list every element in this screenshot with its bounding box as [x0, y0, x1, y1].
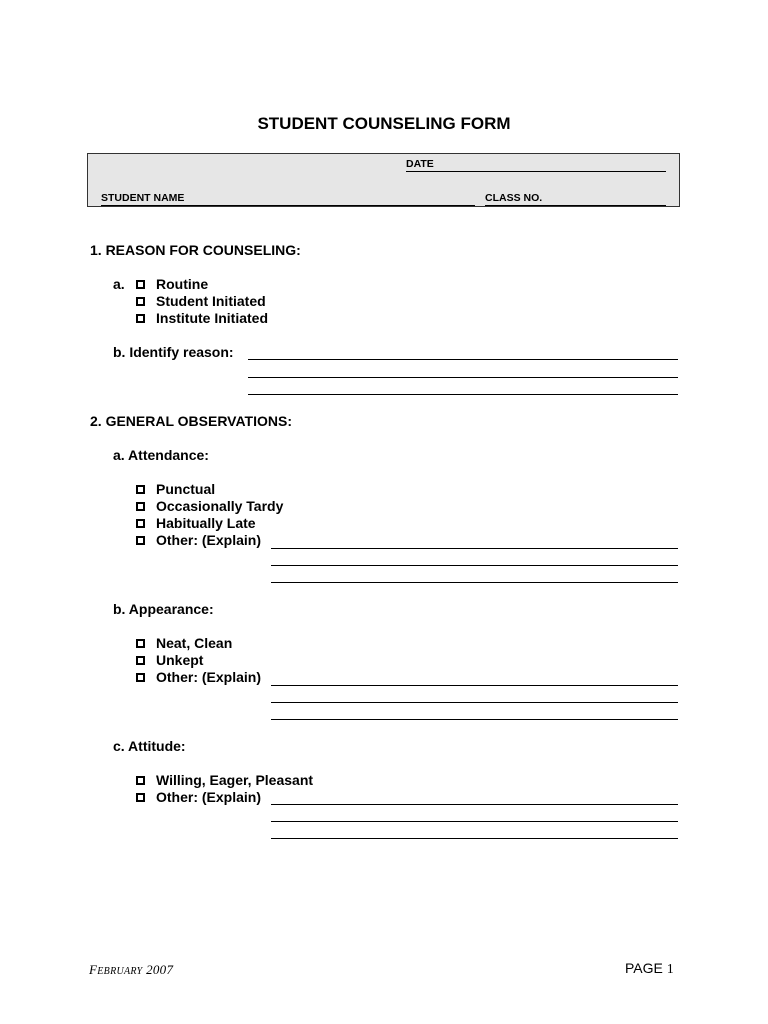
identify-reason-line-1[interactable] [248, 359, 678, 360]
checkbox-appearance-other[interactable] [136, 669, 261, 685]
appearance-label: b. Appearance: [113, 601, 214, 617]
option-label: Student Initiated [156, 293, 266, 309]
checkbox-attendance-other[interactable] [136, 532, 261, 548]
appearance-explain-line-2[interactable] [271, 702, 678, 703]
checkbox-icon[interactable] [136, 793, 145, 802]
option-label: Other: (Explain) [156, 669, 262, 685]
checkbox-icon[interactable] [136, 314, 145, 323]
checkbox-icon[interactable] [136, 297, 145, 306]
option-label: Neat, Clean [156, 635, 233, 651]
checkbox-icon[interactable] [136, 519, 145, 528]
option-label: Punctual [156, 481, 216, 497]
checkbox-habitually-late[interactable] [136, 515, 256, 531]
checkbox-student-initiated[interactable] [136, 293, 266, 309]
class-no-label: CLASS NO. [485, 192, 543, 204]
checkbox-icon[interactable] [136, 639, 145, 648]
attendance-explain-line-3[interactable] [271, 582, 678, 583]
attitude-label: c. Attitude: [113, 738, 186, 754]
checkbox-icon[interactable] [136, 656, 145, 665]
option-label: Other: (Explain) [156, 532, 262, 548]
checkbox-occasionally-tardy[interactable] [136, 498, 283, 514]
date-label: DATE [406, 158, 434, 170]
option-label: Routine [156, 276, 209, 292]
section-observations-heading: 2. GENERAL OBSERVATIONS: [90, 413, 292, 429]
attendance-explain-line-2[interactable] [271, 565, 678, 566]
checkbox-icon[interactable] [136, 485, 145, 494]
header-box [87, 153, 680, 207]
attitude-explain-line-1[interactable] [271, 804, 678, 805]
date-field[interactable] [406, 171, 666, 172]
attendance-label: a. Attendance: [113, 447, 209, 463]
checkbox-icon[interactable] [136, 776, 145, 785]
option-label: Unkept [156, 652, 204, 668]
attitude-explain-line-3[interactable] [271, 838, 678, 839]
identify-reason-line-3[interactable] [248, 394, 678, 395]
checkbox-punctual[interactable] [136, 481, 215, 497]
option-label: Willing, Eager, Pleasant [156, 772, 314, 788]
attitude-explain-line-2[interactable] [271, 821, 678, 822]
option-label: Occasionally Tardy [156, 498, 284, 514]
appearance-explain-line-1[interactable] [271, 685, 678, 686]
checkbox-routine[interactable] [136, 276, 208, 292]
identify-reason-label: b. Identify reason: [113, 344, 234, 360]
option-label: Habitually Late [156, 515, 256, 531]
subsection-a-label: a. [113, 276, 125, 292]
checkbox-attitude-other[interactable] [136, 789, 261, 805]
checkbox-icon[interactable] [136, 673, 145, 682]
checkbox-institute-initiated[interactable] [136, 310, 268, 326]
checkbox-icon[interactable] [136, 280, 145, 289]
checkbox-icon[interactable] [136, 536, 145, 545]
option-label: Institute Initiated [156, 310, 268, 326]
student-name-field[interactable] [101, 205, 475, 206]
attendance-explain-line-1[interactable] [271, 548, 678, 549]
checkbox-neat-clean[interactable] [136, 635, 232, 651]
appearance-explain-line-3[interactable] [271, 719, 678, 720]
footer-date: FEBRUARY 2007 [89, 962, 174, 977]
identify-reason-line-2[interactable] [248, 377, 678, 378]
checkbox-unkept[interactable] [136, 652, 203, 668]
class-no-field[interactable] [485, 205, 666, 206]
page-number: PAGE 1 [625, 960, 674, 977]
section-reason-heading: 1. REASON FOR COUNSELING: [90, 242, 301, 258]
checkbox-willing-eager-pleasant[interactable] [136, 772, 313, 788]
option-label: Other: (Explain) [156, 789, 262, 805]
checkbox-icon[interactable] [136, 502, 145, 511]
form-title: STUDENT COUNSELING FORM [257, 114, 511, 133]
student-name-label: STUDENT NAME [101, 192, 185, 204]
